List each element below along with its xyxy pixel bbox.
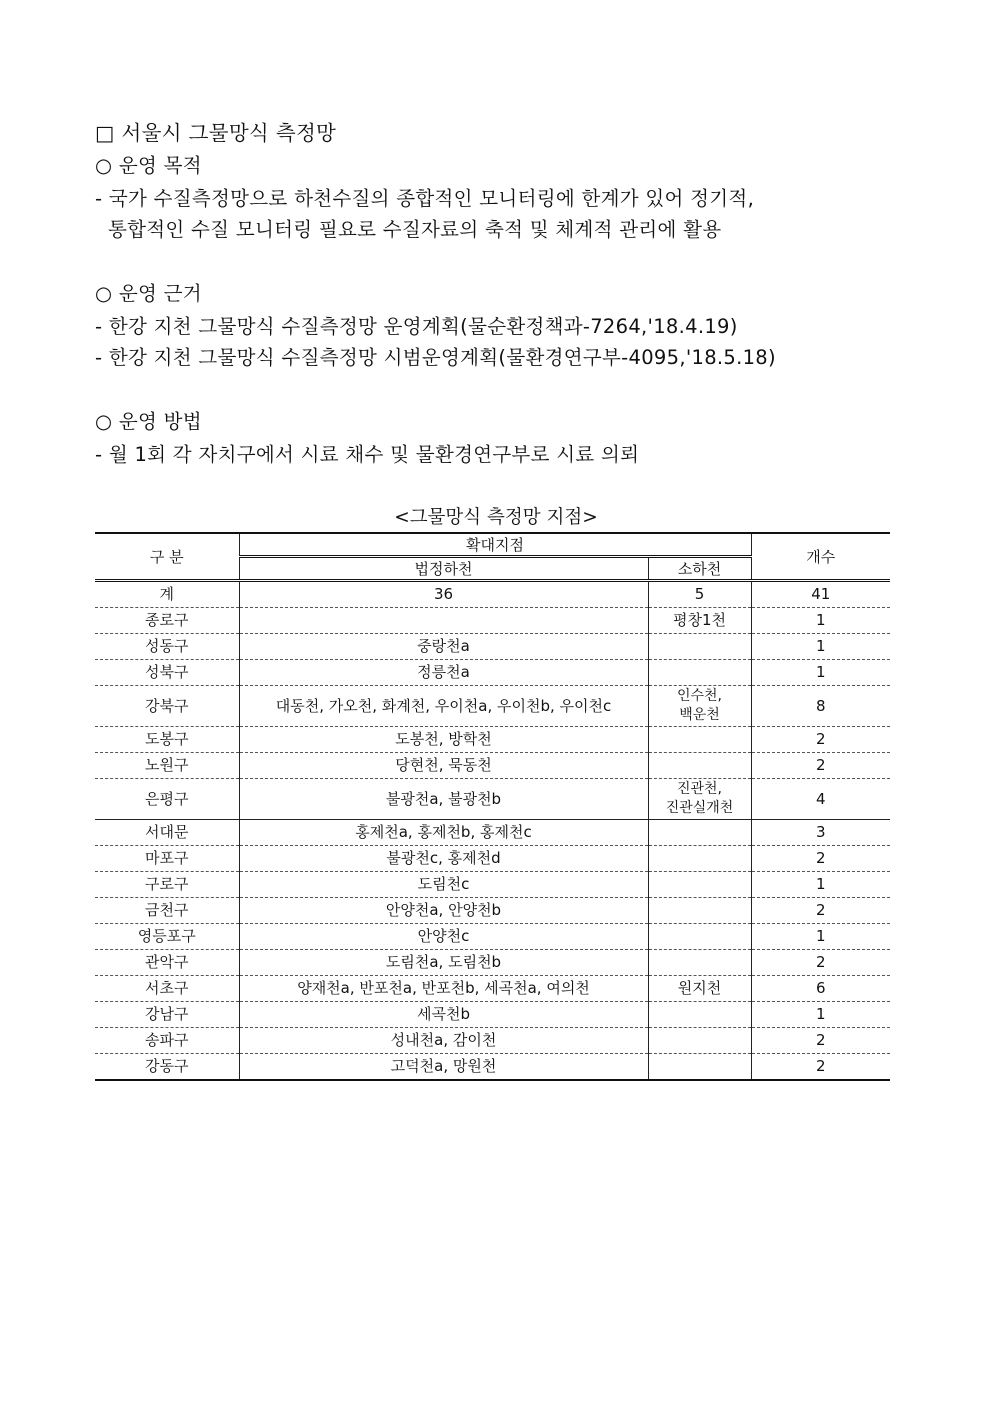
small-river-cell: 5 xyxy=(648,581,751,608)
table-row xyxy=(95,608,890,634)
count-cell: 1 xyxy=(751,608,890,634)
small-river-line-1: 진관천, xyxy=(676,781,723,797)
table-row xyxy=(95,634,890,660)
method-line-1: - 월 1회 각 자치구에서 시료 채수 및 물환경연구부로 시료 의뢰 xyxy=(95,443,640,466)
count-cell: 1 xyxy=(751,872,890,898)
district-cell: 도봉구 xyxy=(95,727,239,753)
district-cell: 은평구 xyxy=(95,779,239,820)
count-cell: 8 xyxy=(751,686,890,727)
table-row-total xyxy=(95,581,890,608)
count-cell: 1 xyxy=(751,634,890,660)
legal-river-cell xyxy=(239,608,648,634)
district-cell: 강남구 xyxy=(95,1002,239,1028)
legal-river-cell: 도림천a, 도림천b xyxy=(239,950,648,976)
basis-line-2: - 한강 지천 그물망식 수질측정망 시범운영계획(물환경연구부-4095,'18.5.18) xyxy=(95,346,776,369)
count-cell: 4 xyxy=(751,779,890,820)
count-cell: 2 xyxy=(751,753,890,779)
district-cell: 금천구 xyxy=(95,898,239,924)
count-cell: 41 xyxy=(751,581,890,608)
small-river-cell xyxy=(648,686,751,727)
header-small-river: 소하천 xyxy=(648,557,751,581)
table-row xyxy=(95,1054,890,1081)
table-row xyxy=(95,753,890,779)
document-title: □ 서울시 그물망식 측정망 xyxy=(95,121,337,145)
basis-line-1: - 한강 지천 그물망식 수질측정망 운영계획(물순환정책과-7264,'18.4.19) xyxy=(95,315,738,338)
legal-river-cell: 고덕천a, 망원천 xyxy=(239,1054,648,1081)
district-cell: 강북구 xyxy=(95,686,239,727)
legal-river-cell: 정릉천a xyxy=(239,660,648,686)
legal-river-cell: 불광천c, 홍제천d xyxy=(239,846,648,872)
count-cell: 2 xyxy=(751,846,890,872)
header-category: 구 분 xyxy=(95,533,239,581)
district-cell: 영등포구 xyxy=(95,924,239,950)
small-river-cell xyxy=(648,779,751,820)
small-river-cell xyxy=(648,634,751,660)
legal-river-cell: 안양천c xyxy=(239,924,648,950)
small-river-cell xyxy=(648,1002,751,1028)
legal-river-cell: 중랑천a xyxy=(239,634,648,660)
section-heading-basis: ○ 운영 근거 xyxy=(95,282,202,305)
monitoring-sites-table xyxy=(95,532,890,1081)
legal-river-cell: 불광천a, 불광천b xyxy=(239,779,648,820)
small-river-cell xyxy=(648,727,751,753)
table-row xyxy=(95,976,890,1002)
district-cell: 서초구 xyxy=(95,976,239,1002)
small-river-cell xyxy=(648,924,751,950)
legal-river-cell: 홍제천a, 홍제천b, 홍제천c xyxy=(239,820,648,846)
district-cell: 노원구 xyxy=(95,753,239,779)
count-cell: 2 xyxy=(751,727,890,753)
count-cell: 6 xyxy=(751,976,890,1002)
small-river-cell xyxy=(648,898,751,924)
district-cell: 계 xyxy=(95,581,239,608)
small-river-cell: 원지천 xyxy=(648,976,751,1002)
small-river-line-2: 백운천 xyxy=(679,707,720,723)
small-river-line-2: 진관실개천 xyxy=(665,800,734,816)
district-cell: 마포구 xyxy=(95,846,239,872)
section-heading-method: ○ 운영 방법 xyxy=(95,410,202,433)
legal-river-cell: 세곡천b xyxy=(239,1002,648,1028)
small-river-cell: 평창1천 xyxy=(648,608,751,634)
table-row xyxy=(95,660,890,686)
district-cell: 성동구 xyxy=(95,634,239,660)
small-river-cell xyxy=(648,1054,751,1081)
district-cell: 종로구 xyxy=(95,608,239,634)
count-cell: 1 xyxy=(751,1002,890,1028)
count-cell: 1 xyxy=(751,924,890,950)
table-row xyxy=(95,924,890,950)
legal-river-cell: 36 xyxy=(239,581,648,608)
district-cell: 송파구 xyxy=(95,1028,239,1054)
legal-river-cell: 당현천, 묵동천 xyxy=(239,753,648,779)
small-river-cell xyxy=(648,872,751,898)
small-river-cell xyxy=(648,820,751,846)
count-cell: 3 xyxy=(751,820,890,846)
legal-river-cell: 대동천, 가오천, 화계천, 우이천a, 우이천b, 우이천c xyxy=(239,686,648,727)
count-cell: 2 xyxy=(751,1054,890,1081)
table-row xyxy=(95,779,890,820)
legal-river-cell: 도봉천, 방학천 xyxy=(239,727,648,753)
table-caption: <그물망식 측정망 지점> xyxy=(394,507,598,528)
small-river-cell xyxy=(648,846,751,872)
legal-river-cell: 안양천a, 안양천b xyxy=(239,898,648,924)
header-count: 개수 xyxy=(751,533,890,581)
count-cell: 2 xyxy=(751,950,890,976)
section-heading-purpose: ○ 운영 목적 xyxy=(95,154,202,177)
table-row xyxy=(95,950,890,976)
count-cell: 2 xyxy=(751,898,890,924)
legal-river-cell: 도림천c xyxy=(239,872,648,898)
count-cell: 2 xyxy=(751,1028,890,1054)
purpose-line-2: 통합적인 수질 모니터링 필요로 수질자료의 축적 및 체계적 관리에 활용 xyxy=(95,218,722,241)
count-cell: 1 xyxy=(751,660,890,686)
table-row xyxy=(95,1028,890,1054)
header-legal-river: 법정하천 xyxy=(239,557,648,581)
district-cell: 성북구 xyxy=(95,660,239,686)
district-cell: 관악구 xyxy=(95,950,239,976)
table-row xyxy=(95,727,890,753)
table-row xyxy=(95,898,890,924)
table-row xyxy=(95,872,890,898)
district-cell: 서대문 xyxy=(95,820,239,846)
table-row xyxy=(95,686,890,727)
district-cell: 강동구 xyxy=(95,1054,239,1081)
table-row xyxy=(95,1002,890,1028)
purpose-line-1: - 국가 수질측정망으로 하천수질의 종합적인 모니터링에 한계가 있어 정기적, xyxy=(95,187,755,210)
table-row xyxy=(95,846,890,872)
district-cell: 구로구 xyxy=(95,872,239,898)
small-river-line-1: 인수천, xyxy=(676,688,723,704)
small-river-cell xyxy=(648,1028,751,1054)
small-river-cell xyxy=(648,950,751,976)
header-expanded: 확대지점 xyxy=(239,533,751,557)
legal-river-cell: 성내천a, 감이천 xyxy=(239,1028,648,1054)
small-river-cell xyxy=(648,660,751,686)
table-row xyxy=(95,820,890,846)
small-river-cell xyxy=(648,753,751,779)
legal-river-cell: 양재천a, 반포천a, 반포천b, 세곡천a, 여의천 xyxy=(239,976,648,1002)
